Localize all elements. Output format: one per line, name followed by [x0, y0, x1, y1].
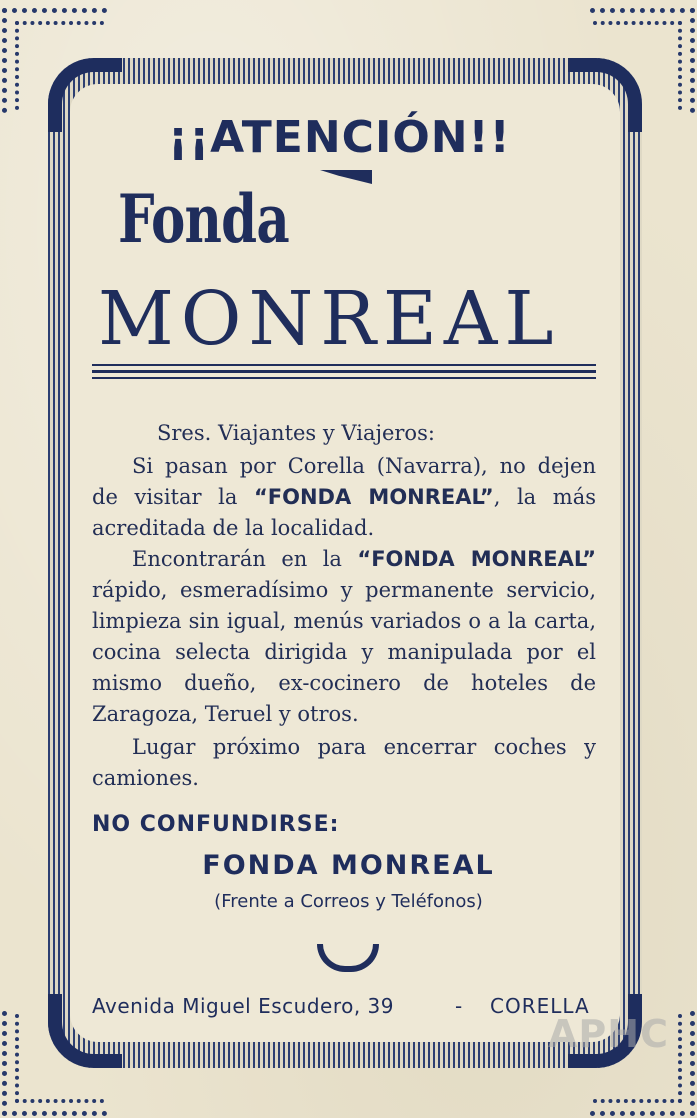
address-separator: -: [455, 994, 463, 1018]
street-address: Avenida Miguel Escudero, 39: [92, 994, 395, 1018]
para2-text-after: rápido, esmeradísimo y permanente servicio, limpieza sin igual, menús variados o a la carta, cocina selecta dirigida y manipulada por el mismo dueño, ex-cocinero de hoteles de Zaragoza, Teruel y otros.: [92, 578, 596, 726]
title-rule-2: [92, 370, 596, 373]
archive-watermark: APHC: [548, 1012, 669, 1056]
para1-text-after: , la más acreditada de la localidad.: [92, 485, 596, 540]
para2-bold-name: “FONDA MONREAL”: [357, 547, 596, 571]
town-name: CORELLA: [490, 994, 590, 1018]
paragraph-parking: Lugar próximo para encerrar coches y camiones.: [92, 735, 596, 790]
title-monreal: MONREAL: [98, 276, 561, 362]
para1-text-before: Si pasan por Corella (Navarra), no dejen de visitar la: [92, 454, 596, 509]
location-note: (Frente a Correos y Teléfonos): [214, 891, 483, 912]
title-fonda: Fonda: [118, 180, 289, 258]
para2-text-before: Encontrarán en la: [132, 547, 358, 571]
title-rule-1: [92, 364, 596, 366]
business-name: FONDA MONREAL: [202, 850, 495, 881]
para1-bold-name: “FONDA MONREAL”: [253, 485, 494, 509]
greeting: Sres. Viajantes y Viajeros:: [157, 421, 435, 445]
paragraph-visit: [92, 451, 596, 544]
title-rule-3: [92, 377, 596, 379]
headline-attention: ¡¡ATENCIÓN!!: [168, 112, 511, 163]
warning-label: NO CONFUNDIRSE:: [92, 812, 340, 837]
paragraph-services: [92, 544, 596, 730]
